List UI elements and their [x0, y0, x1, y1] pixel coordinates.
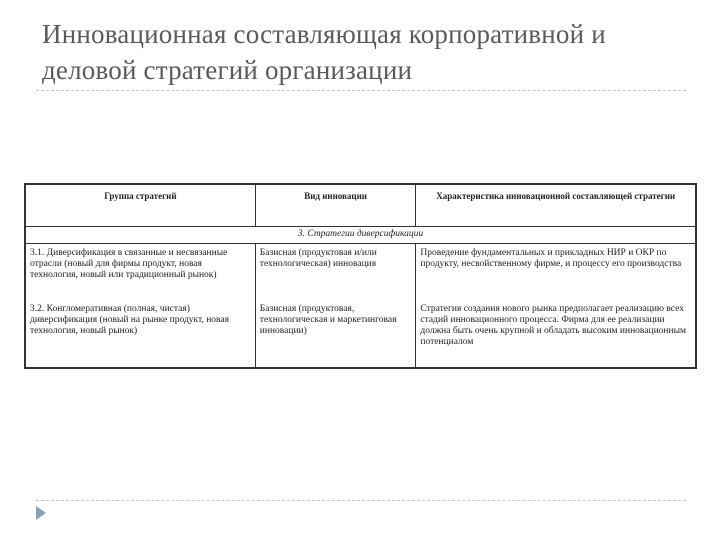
table-row [25, 244, 696, 296]
cell-strategy: 3.2. Конгломеративная (полная, чистая) диверсификация (новый на рынке продукт, новая технология, новый рынок) [25, 296, 255, 368]
header-innovation-type: Вид инновации [255, 184, 416, 227]
cell-innovation: Базисная (продуктовая и/или технологическая) инновация [255, 244, 416, 296]
section-title: 3. Стратегии диверсификации [25, 227, 696, 244]
strategy-table [24, 183, 697, 369]
slide-title: Инновационная составляющая корпоративной и деловой стратегий организации [42, 19, 606, 85]
header-strategy-group: Группа стратегий [25, 184, 255, 227]
cell-characteristic: Стратегия создания нового рынка предполагает реализацию всех стадий инновационного процесса. Фирма для ее реализации должна быть очень крупной и обладать высоким инновационным потенциалом [416, 296, 696, 368]
table-header-row [25, 184, 696, 227]
table-row [25, 296, 696, 368]
section-row [25, 227, 696, 244]
arrow-bullet-icon [36, 506, 46, 520]
cell-strategy: 3.1. Диверсификация в связанные и несвязанные отрасли (новый для фирмы продукт, новая технология, новый или традиционный рынок) [25, 244, 255, 296]
title-divider [36, 90, 686, 91]
footer-divider [36, 500, 686, 501]
cell-characteristic: Проведение фундаментальных и прикладных НИР и ОКР по продукту, несвойственному фирме, и процессу его производства [416, 244, 696, 296]
cell-innovation: Базисная (продуктовая, технологическая и маркетинговая инновации) [255, 296, 416, 368]
header-characteristic: Характеристика инновационной составляющей стратегии [416, 184, 696, 227]
